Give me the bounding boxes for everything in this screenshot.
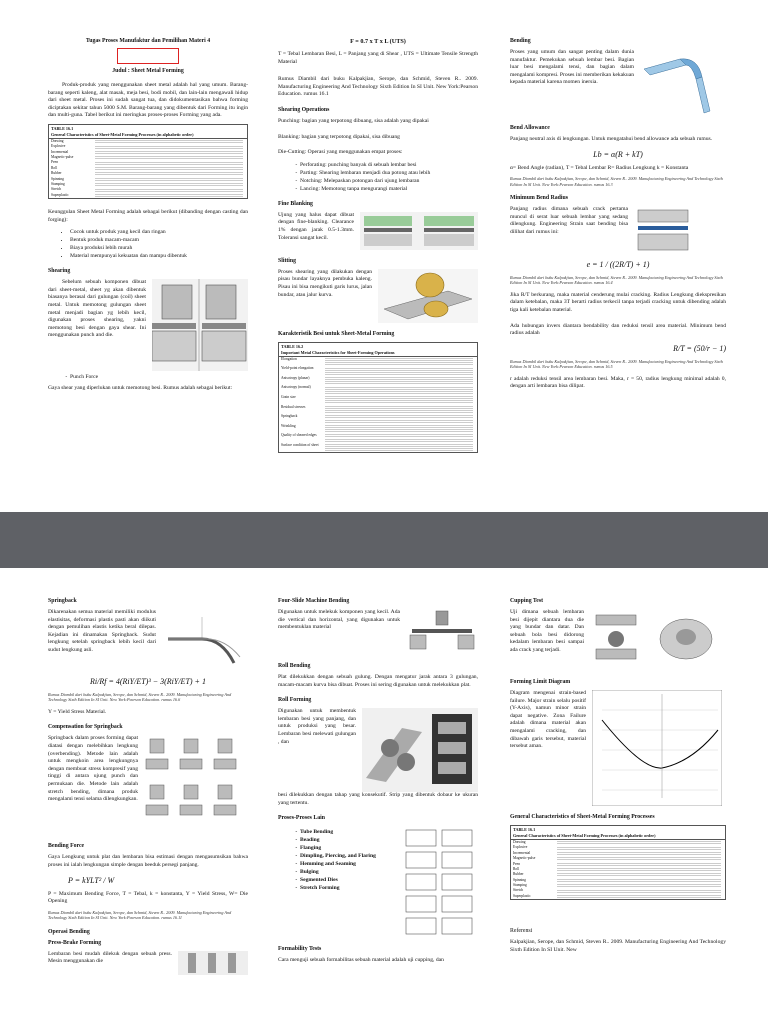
slitting-text: Proses shearing yang dilakukan dengan pisau bundar layaknya pembuka kaleng. Pisau ini bisa mengikuti garis lurus, jalan bundar, atau jalur kurva.	[278, 268, 372, 298]
springback-heading: Springback	[48, 598, 77, 604]
table-cell-characteristics	[323, 405, 475, 415]
bending-force-text: Gaya Lengkung untuk plat dan lembaran bisa estimasi dengan mengasumsikan bahwa proses ini ialah lengkungan simple dengan beeduk persegi panjang.	[48, 854, 248, 868]
bend-allowance-heading: Bend Allowance	[510, 125, 550, 131]
table-cell-process: Roll	[51, 165, 58, 170]
other-processes-figure	[402, 826, 478, 938]
bend-allowance-formula: Lb = α(R + kT)	[593, 149, 643, 159]
page2-column-3	[510, 598, 726, 958]
source-citation: Rumus Diambil dari buku Kalpakjian, Serope, dan Schmid, Steven R.. 2009. Manufacturing Engineering And Technology Sixth Edition In SI Unit. New York:Pearson Education. rumus 16.1	[278, 76, 478, 98]
table-cell-process: Stamping	[51, 181, 65, 186]
list-item: - Notching: Melepaskan potongan dari ujung lembaran	[300, 177, 478, 185]
table-cell-characteristics	[323, 433, 475, 443]
intro-paragraph: Produk-produk yang menggunakan sheet metal adalah hal yang umum. Barang-barang seperti kaleng, alat masak, meja besi, bodi mobil, dan lain-lain mengawali hidup dari sheet metal. Proses ini sudah sangat tua, dan didokumentasikan bahwa forming diciptakan sekitar tahun 5000 S.M. Barang-barang yang dibentuk dari Forming itu ingin dan multi-guna. Tabel berikut ini meringkas proses-proses Forming yang ada.	[48, 82, 248, 119]
source-citation: Rumus Diambil dari buku Kalpakjian, Serope, dan Schmid, Steven R.. 2009. Manufacturing Engineering And Technology Sixth Edition In SI Unit. New York:Pearson Education. rumus 16.6	[48, 692, 232, 703]
source-citation: Rumus Diambil dari buku Kalpakjian, Serope, dan Schmid, Steven R.. 2009. Manufacturing Engineering And Technology Sixth Edition In SI Unit. New York:Pearson Education. rumus 16.3	[510, 176, 723, 187]
table-cell-process: Quality of sheared edges	[281, 433, 317, 438]
list-item: - Parting: Shearing lembaran menjadi dua potong atau lebih	[300, 169, 478, 177]
name-box	[117, 48, 179, 64]
table-cell-process: Superplastic	[51, 192, 69, 197]
shearing-heading: Shearing	[48, 268, 71, 275]
table-cell-process: Wrinkling	[281, 423, 296, 428]
document-title: Judul : Sheet Metal Forming	[112, 68, 184, 74]
table-header: General Characteristics of Sheet-Metal Forming Processes (in alphabetic order)	[49, 131, 247, 139]
table-cell-characteristics	[93, 193, 245, 198]
table-cell-process: Drawing	[51, 138, 64, 143]
list-item: - Tube Bending	[300, 828, 396, 836]
table-cell-process: Incremental	[51, 149, 69, 154]
table-cell-process: Peen	[51, 160, 58, 165]
forming-processes-table-2	[510, 825, 726, 900]
table-cell-characteristics	[555, 894, 723, 899]
table-title: TABLE 16.1	[51, 125, 74, 131]
table-title: TABLE 16.2	[281, 343, 304, 349]
diecutting-list	[278, 161, 478, 193]
roll-forming-text: Digunakan untuk membentuk lembaran besi yang panjang, dan untuk produksi yang besar. Lembaran besi melewati gulungan , dan	[278, 708, 356, 745]
table-cell-characteristics	[323, 376, 475, 386]
shearing-figure	[152, 279, 248, 371]
list-item: - Segmented Dies	[300, 876, 396, 884]
advantages-list	[48, 228, 248, 260]
table-cell-process: Elongation	[281, 356, 297, 361]
bending-figure	[640, 49, 726, 117]
shear-force-paragraph: Gaya shear yang diperlukan untuk memotong besi. Rumus adalah sebagai berikut:	[48, 385, 233, 392]
source-citation: Rumus Diambil dari buku Kalpakjian, Serope, dan Schmid, Steven R.. 2009. Manufacturing Engineering And Technology Sixth Edition In SI Unit. New York:Pearson Education. rumus 16.11	[48, 909, 232, 921]
bending-heading: Bending	[510, 38, 531, 44]
page1-column-3	[510, 38, 726, 395]
table-row	[279, 424, 477, 434]
roll-bending-heading: Roll Bending	[278, 663, 311, 669]
diecutting-text: Die-Cutting: Operasi yang menggunakan empat proses:	[278, 149, 403, 156]
table-cell-process: Grain size	[281, 395, 296, 399]
cupping-test-heading: Cupping Test	[510, 598, 544, 604]
blanking-text: Blanking: bagian yang terpotong dipakai, sisa dibuang	[278, 133, 400, 140]
compensation-text: Springback dalam proses forming dapat diatasi dengan melebihkan lengkung (overbending). Metode lain adalah untuk mengkoin area lengkungnya dengan membuat stress kompresif yang tinggi di antara ujung punch dan permukaan die. Metode lain adalah stretch bending, dimana produk mengalami tensi selama dilengkungkan.	[48, 735, 138, 803]
list-item: - Flanging	[300, 844, 396, 852]
table-cell-process: Peen	[513, 861, 520, 866]
table-cell-process: Spinning	[51, 176, 64, 181]
list-item: - Beading	[300, 836, 396, 844]
roll-forming-figure	[362, 708, 478, 792]
shearing-operations-heading: Shearing Operations	[278, 106, 330, 113]
other-processes-heading: Proses-Proses Lain	[278, 815, 325, 822]
reference-text: Kalpakjian, Serope, dan Schmid, Steven R.. 2009. Manufacturing Engineering And Technology Sixth Edition In SI Unit. New	[510, 939, 726, 953]
reference-heading: Referensi	[510, 928, 533, 935]
table-row	[511, 894, 725, 899]
list-item: - Hemming and Seaming	[300, 860, 396, 868]
min-bend-radius-heading: Minimum Bend Radius	[510, 195, 568, 201]
min-radius-formula: R/T = (50/r − 1)	[673, 343, 726, 353]
assignment-header: Tugas Proses Manufaktur dan Pemilihan Materi 4	[85, 38, 211, 44]
metal-characteristics-table	[278, 342, 478, 454]
list-item: • Cocok untuk produk yang kecil dan ringan	[70, 228, 248, 236]
forming-limit-diagram	[592, 690, 722, 806]
table-cell-characteristics	[323, 443, 475, 453]
list-item: • Material mempunyai kekuatan dan mampu dibentuk	[70, 252, 248, 260]
general-characteristics-heading: General Characteristics of Sheet-Metal Forming Processes	[510, 814, 655, 820]
springback-figure	[162, 609, 248, 671]
document-page-2	[0, 568, 768, 1024]
four-slide-text: Digunakan untuk melekuk komponen yang kecil. Ada die vertical dan horizontal, yang digunakan untuk membentuklan material	[278, 609, 400, 631]
min-bend-radius-text: Panjang radius dimana sebuah crack pertama muncul di serat luar sebuah lembar yang sedang dilengkung. Engineering Strain saat bending bisa dilihat dari rumus ini:	[510, 206, 628, 235]
yield-stress-description: Y = Yield Stress Material.	[48, 708, 107, 715]
press-brake-heading: Press-Brake Forming	[48, 939, 102, 946]
table-cell-process: Spinning	[513, 877, 526, 882]
springback-formula: Ri/Rf = 4(RiY/ET)³ − 3(RiY/ET) + 1	[90, 677, 206, 686]
compensation-figure	[144, 735, 248, 835]
table-cell-characteristics	[323, 424, 475, 434]
fine-blanking-heading: Fine Blanking	[278, 200, 313, 207]
table-cell-characteristics	[323, 414, 475, 424]
table-row	[279, 414, 477, 424]
table-cell-process: Magnetic-pulse	[51, 155, 74, 160]
slitting-heading: Slitting	[278, 257, 297, 264]
table-cell-characteristics	[323, 366, 475, 376]
list-item: - Dimpling, Piercing, and Flaring	[300, 852, 396, 860]
table-cell-process: Stretch	[513, 888, 524, 893]
cupping-test-text: Uji dimana sebuah lembaran besi dijepit diantara dua die yang bundar dan datar. Dan sebuah bola besi didorong kedalam lembaran besi sampai ada crack yang terjadi.	[510, 609, 584, 653]
table-cell-process: Yield-point elongation	[281, 366, 314, 371]
list-item: • Bentuk produk macam-macam	[70, 236, 248, 244]
table-header: Important Metal Characteristics for Sheet-Forming Operations	[279, 349, 477, 357]
list-item: - Lancing: Memotong tanpa mengurangi material	[300, 185, 478, 193]
punch-force-list	[48, 373, 248, 381]
forming-limit-text: Diagram mengenai strain-based failure. Major strain selalu positif (Y-Axis), namun minor strain dapat negative. Zona Failure adalah dimana material akan mengalami cracking, dan dibawah garis tersebut, material tersebut aman.	[510, 690, 586, 750]
table-cell-process: Superplastic	[513, 893, 531, 898]
table-row	[279, 395, 477, 405]
formability-heading: Formability Tests	[278, 946, 322, 953]
table-row	[279, 357, 477, 367]
operasi-bending-heading: Operasi Bending	[48, 928, 90, 935]
table-row	[279, 405, 477, 415]
other-processes-list	[278, 828, 396, 934]
min-bend-radius-figure	[634, 206, 726, 254]
r-paragraph: r adalah reduksi tensil area lembaran besi. Maka, r = 50, radius lengkung minimal adalah 0, dengan arti lembaran bisa dilipat.	[510, 375, 726, 390]
table-row	[49, 193, 247, 198]
bending-force-description: P = Maximum Bending Force, T = Tebal, k = konstanta, Y = Yield Stress, W= Die Opening	[48, 890, 248, 905]
table-row	[279, 443, 477, 453]
characteristics-heading: Karakteristik Besi untuk Sheet-Metal Forming	[278, 330, 395, 337]
press-brake-figure	[178, 951, 248, 975]
table-row	[279, 385, 477, 395]
fine-blanking-text: Ujung yang halus dapat dibuat dengan fine-blanking. Clearance 1% dengan jarak 0.5-1.3mm. Toleransi sangat kecil.	[278, 211, 354, 241]
table-cell-process: Incremental	[513, 850, 531, 855]
rt-paragraph: Jika R/T berkurang, maka material cenderung mulai cracking. Radius Lengkung diekspresikan dalam ketebalan, maka 3T berarti radius terkecil tanpa terjadi cracking untuk dibending adalah tiga kali ketebalan material.	[510, 291, 726, 313]
shearing-paragraph: Sebelum sebuah komponen dibuat dari sheet-metal, sheet yg akan dibentuk biasanya berasal dari gulungan (coil) sheet metal. Untuk memotong gulungan sheet metal menjadi bagian yg lebih kecil, digunakan proses shearing, yakni memotong besi dengan gaya shear. Ini menggunakan punch and die.	[48, 279, 146, 339]
table-cell-process: Stretch	[51, 187, 62, 192]
list-item: • Biaya produksi lebih murah	[70, 244, 248, 252]
source-citation: Rumus Diambil dari buku Kalpakjian, Serope, dan Schmid, Steven R.. 2009. Manufacturing Engineering And Technology Sixth Edition In SI Unit. New York:Pearson Education. rumus 16.4	[510, 275, 723, 286]
list-item: - Stretch Forming	[300, 884, 396, 892]
table-cell-process: Explosive	[51, 144, 66, 149]
list-item: - Perforating: punching banyak di sebuah lembar besi	[300, 161, 478, 169]
bending-force-formula: P = kYLT² / W	[68, 875, 115, 885]
forming-limit-heading: Forming Limit Diagram	[510, 679, 571, 685]
punching-text: Punching: bagian yang terpotong dibuang, sisa adalah yang dipakai	[278, 117, 429, 124]
bending-text: Proses yang umum dan sangat penting dalam dunia manufaktur. Pemekukan sebuah lembar besi. Bagian luar besi mengalami tensi, dan bagian dalam mengalami kompresi. Proses ini memberikan kekakuan kepada material karena momen inersia.	[510, 49, 634, 86]
roll-bending-text: Plat dilekukkan dengan sebuah gulung. Dengan mengatur jarak antara 3 gulungan, macam-macam kurva bisa dibuat. Proses ini sering digunakan untuk melekukkan plat.	[278, 674, 478, 688]
four-slide-figure	[406, 609, 478, 655]
table-cell-process: Rubber	[51, 171, 62, 176]
table-cell-process: Anisotropy (normal)	[281, 385, 311, 390]
table-cell-process: Drawing	[513, 840, 526, 844]
roll-forming-heading: Roll Forming	[278, 697, 312, 704]
table-row	[279, 433, 477, 443]
table-cell-process: Explosive	[513, 845, 528, 850]
table-row	[279, 376, 477, 386]
page1-column-1	[48, 38, 248, 397]
table-cell-process: Residual stresses	[281, 404, 306, 409]
table-title: TABLE 16.1	[513, 827, 536, 832]
advantages-intro: Keunggulan Sheet Metal Forming adalah sebagai berikut (dibanding dengan casting dan forging):	[48, 209, 248, 223]
page1-column-2	[278, 38, 478, 457]
formability-text: Cara menguji sebuah formabilitas sebuah material adalah uji cupping, dan	[278, 957, 444, 964]
press-brake-text: Lembaran besi mudah dilekuk dengan sebuah press. Mesin menggunakan die	[48, 950, 172, 965]
slitting-figure	[378, 269, 478, 323]
table-header: General Characteristics of Sheet-Metal Forming Processes (in alphabetic order)	[511, 832, 725, 840]
bending-force-heading: Bending Force	[48, 843, 85, 850]
page2-column-2	[278, 598, 478, 969]
table-cell-process: Magnetic-pulse	[513, 856, 536, 861]
table-cell-characteristics	[323, 357, 475, 367]
table-cell-process: Springback	[281, 414, 298, 419]
formula-description: T = Tebal Lembaran Besi, L = Panjang yang di Shear , UTS = Ultimate Tensile Strength Material	[278, 51, 478, 65]
table-cell-characteristics	[323, 385, 475, 395]
forming-processes-table	[48, 124, 248, 199]
four-slide-heading: Four-Slide Machine Bending	[278, 598, 350, 604]
table-row	[279, 366, 477, 376]
table-cell-process: Roll	[513, 866, 520, 871]
table-cell-process: Rubber	[513, 872, 524, 877]
list-item: - Bulging	[300, 868, 396, 876]
table-cell-process: Stamping	[513, 883, 527, 887]
cupping-test-figure	[590, 609, 726, 671]
bend-allowance-text: Panjang neutral axis di lengkungan. Untuk mengatahui bend allowance ada sebuah rumus.	[510, 136, 713, 142]
source-citation: Rumus Diambil dari buku Kalpakjian, Serope, dan Schmid, Steven R.. 2009. Manufacturing Engineering And Technology Sixth Edition In SI Unit. New York:Pearson Education. rumus 16.5	[510, 358, 723, 370]
table-cell-characteristics	[323, 395, 475, 405]
springback-text: Dikarenakan semua material memiliki modulus elastisitas, deformasi plastis pasti akan diikuti dengan pemulihan elastis ketika beral dilepas. Kejadian ini dinamakan Springback. Sudut lengkung setelah springback lebih kecil dari sudut lengkung asli.	[48, 609, 156, 653]
page2-column-1	[48, 598, 248, 975]
bendability-paragraph: Ada hubungan invers diantara bendability dan reduksi tensil area material. Minimum bend radius adalah	[510, 322, 726, 337]
bend-allowance-description: α= Bend Angle (radian), T = Tebal Lembar R= Radius Lengkung k = Konstanta	[510, 164, 689, 171]
compensation-heading: Compensation for Springback	[48, 724, 123, 731]
table-cell-process: Surface condition of sheet	[281, 442, 319, 447]
strain-formula: e = 1 / ((2R/T) + 1)	[586, 260, 650, 269]
roll-forming-continued: besi dilekukkan dengan tahap yang konsekutif. Strip yang dibentuk dobaur ke ukuran yang tertentu.	[278, 792, 478, 806]
list-item: - Punch Force	[70, 373, 248, 381]
shear-force-formula: F = 0.7 x T x L (UTS)	[350, 38, 406, 45]
table-cell-process: Anisotropy (planar)	[281, 375, 310, 380]
fine-blanking-figure	[360, 212, 478, 250]
